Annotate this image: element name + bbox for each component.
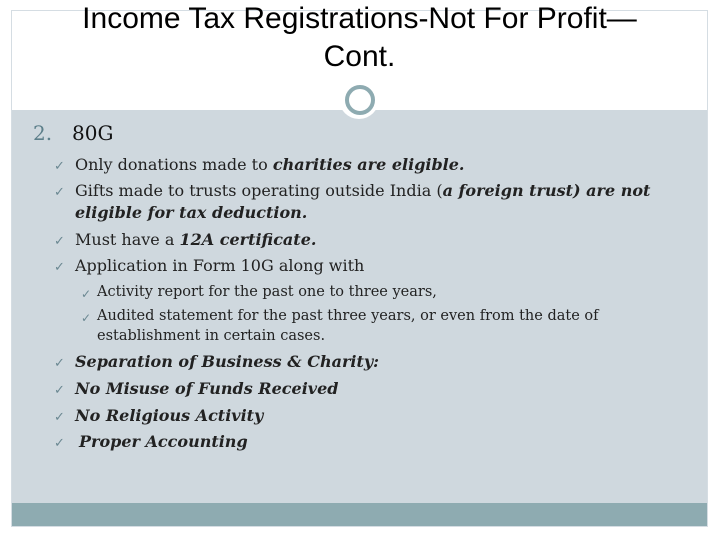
bullet-2-line-1: Gifts made to trusts operating outside India (a foreign trust) are not	[75, 181, 651, 200]
section-heading: 80G	[72, 121, 114, 145]
sub-bullet-1: Activity report for the past one to three years,	[97, 284, 437, 300]
title-line-2: Cont.	[323, 40, 396, 73]
bullet-1: Only donations made to charities are eligible.	[75, 155, 465, 174]
section-number: 2.	[33, 121, 53, 145]
bullet-3: Must have a 12A certificate.	[75, 230, 317, 249]
checkmark-icon: ✓	[54, 159, 65, 174]
bullet-4: Application in Form 10G along with	[75, 256, 365, 275]
sub-bullet-2-line-2: establishment in certain cases.	[97, 328, 326, 344]
emphasis-bullet-2: No Misuse of Funds Received	[75, 379, 339, 398]
bullet-2-line-2: eligible for tax deduction.	[75, 203, 308, 222]
checkmark-icon: ✓	[81, 311, 92, 325]
emphasis-bullet-3: No Religious Activity	[75, 406, 264, 425]
checkmark-icon: ✓	[54, 356, 65, 371]
emphasis-bullet-1: Separation of Business & Charity:	[75, 352, 380, 371]
checkmark-icon: ✓	[54, 260, 65, 275]
checkmark-icon: ✓	[81, 287, 92, 301]
emphasis-bullet-4: Proper Accounting	[79, 432, 248, 451]
slide-title	[12, 0, 707, 76]
footer-bar	[12, 503, 707, 526]
title-line-1: Income Tax Registrations-Not For Profit—	[82, 2, 637, 35]
sub-bullet-2-line-1: Audited statement for the past three years, or even from the date of	[97, 308, 599, 324]
checkmark-icon: ✓	[54, 410, 65, 425]
checkmark-icon: ✓	[54, 185, 65, 200]
checkmark-icon: ✓	[54, 234, 65, 249]
checkmark-icon: ✓	[54, 383, 65, 398]
checkmark-icon: ✓	[54, 436, 65, 451]
circle-ornament-icon	[345, 85, 375, 115]
